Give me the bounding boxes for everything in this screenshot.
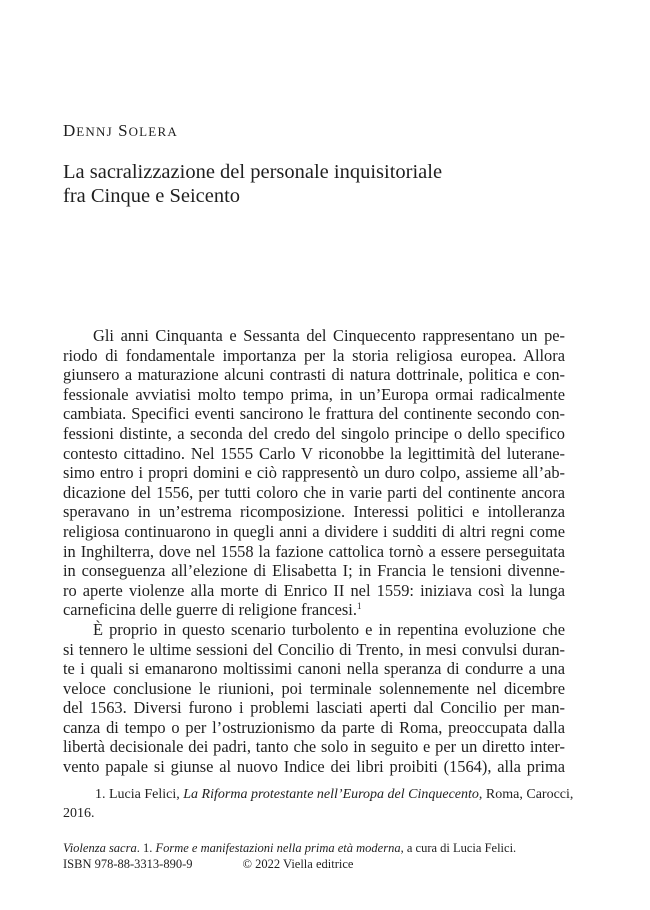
body-line: fessioni distinte, a seconda del credo del singolo principe o dello specifico (63, 423, 565, 443)
body-line: cambiata. Specifici eventi sancirono le frattura del continente secondo con- (63, 404, 565, 424)
author-first-rest: ENNJ (76, 124, 113, 139)
body-text (63, 326, 565, 777)
body-line: speravano in un’estrema ricomposizione. Interessi politici e intolleranza (63, 502, 565, 522)
body-line: giunsero a maturazione alcuni contrasti di natura dottrinale, politica e con- (63, 365, 565, 385)
page-footer (63, 840, 583, 872)
body-line: in conseguenza all’elezione di Elisabetta I; in Francia le tensioni divenne- (63, 561, 565, 581)
body-line: È proprio in questo scenario turbolento e in repentina evoluzione che (93, 619, 565, 639)
chapter-title-line-1: La sacralizzazione del personale inquisitoriale (63, 161, 443, 183)
body-line: dicazione del 1556, per tutti coloro che in varie parti del continente ancora (63, 482, 565, 502)
footer-editor: , a cura di Lucia Felici. (400, 841, 517, 855)
footnote-year: 2016. (63, 806, 95, 821)
footnote-publisher: , Roma, Carocci, (478, 787, 574, 802)
footnote (63, 785, 574, 823)
chapter-title (63, 160, 583, 208)
body-line: Gli anni Cinquanta e Sessanta del Cinquecento rappresentano un pe- (93, 326, 565, 345)
body-line: te i quali si emanarono moltissimi canoni nella speranza di condurre a una (63, 659, 565, 679)
author-last-initial: S (118, 121, 129, 140)
body-line: fessionale avviatisi molto tempo prima, in un’Europa ormai radicalmente (63, 384, 565, 404)
body-line: contesto cittadino. Nel 1555 Carlo V riconobbe la legittimità del luterane- (63, 443, 565, 463)
body-line: veloce conclusione le riunioni, poi terminale solennemente nel dicembre (63, 678, 565, 698)
body-line: vento papale si giunse al nuovo Indice dei libri proibiti (1564), alla prima (63, 757, 565, 777)
body-line: canza di tempo o per l’ostruzionismo da parte di Roma, preoccupata dalla (63, 717, 565, 737)
footnote-book-title: La Riforma protestante nell’Europa del Cinquecento (183, 787, 479, 802)
footer-citation (63, 840, 583, 856)
body-line: si tennero le ultime sessioni del Concilio di Trento, in mesi convulsi duran- (63, 639, 565, 659)
footer-copyright: © 2022 Viella editrice (242, 857, 354, 871)
author-first-initial: D (63, 121, 77, 140)
footnote-line-1 (63, 785, 574, 804)
footer-isbn: ISBN 978-88-3313-890-9 (63, 857, 193, 871)
footer-subtitle: Forme e manifestazioni nella prima età moderna (155, 841, 401, 855)
body-line: carneficina delle guerre di religione francesi. (63, 600, 357, 620)
author-last-rest: OLERA (128, 124, 178, 139)
body-line-with-note (63, 600, 565, 620)
footer-isbn-line (63, 856, 583, 872)
body-line: simo entro i propri domini e ciò rappresentò un duro colpo, assieme all’ab- (63, 463, 565, 483)
body-line: libertà decisionale dei padri, tanto che solo in seguito e per un diretto inter- (63, 737, 565, 757)
author-name (63, 121, 178, 141)
body-line: del 1563. Diversi furono i problemi lasciati aperti dal Concilio per man- (63, 698, 565, 718)
footnote-author: Lucia Felici, (109, 787, 180, 802)
footnote-number: 1. (95, 787, 106, 802)
footer-series-title: Violenza sacra (63, 841, 137, 855)
footnote-reference: 1 (356, 601, 362, 612)
body-line: ro aperte violenze alla morte di Enrico II nel 1559: iniziava così la lunga (63, 580, 565, 600)
body-line: in Inghilterra, dove nel 1558 la fazione cattolica tornò a essere perseguitata (63, 541, 565, 561)
footer-volume: . 1. (136, 841, 156, 855)
body-line: religiosa continuarono in quegli anni a dividere i sudditi di altri regni come (63, 521, 565, 541)
body-line: riodo di fondamentale importanza per la storia religiosa europea. Allora (63, 345, 565, 365)
chapter-title-line-2: fra Cinque e Seicento (63, 185, 241, 207)
